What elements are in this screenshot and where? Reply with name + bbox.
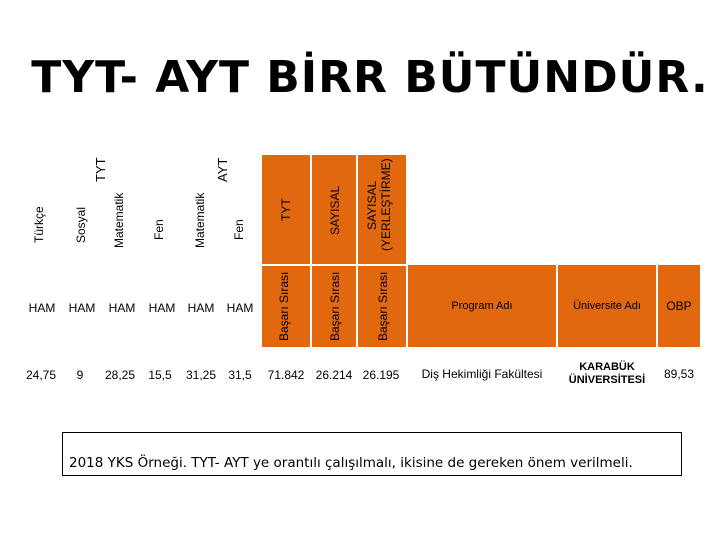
page-title: TYT- AYT BİRR BÜTÜNDÜR. <box>31 52 709 103</box>
divider <box>356 155 358 347</box>
score-sosyal: 9 <box>76 368 84 382</box>
header-obp: OBP <box>666 299 692 313</box>
subject-matematik-tyt: Matematik <box>112 192 126 248</box>
rank-label-sayisal: Başarı Sırası <box>328 271 342 341</box>
university-name: KARABÜK ÜNİVERSİTESİ <box>568 361 646 386</box>
divider <box>310 155 312 347</box>
group-label-ayt: AYT <box>215 157 230 183</box>
ham-label: HAM <box>148 301 176 315</box>
score-turkce: 24,75 <box>25 368 57 382</box>
rank-label-yerlestirme: Başarı Sırası <box>376 271 390 341</box>
ham-label: HAM <box>68 301 96 315</box>
divider <box>262 264 407 266</box>
ham-label: HAM <box>108 301 136 315</box>
rank-yerlestirme: 26.195 <box>362 368 400 382</box>
ham-label: HAM <box>187 301 215 315</box>
group-label-tyt: TYT <box>93 157 108 183</box>
header-program: Program Adı <box>451 299 513 312</box>
rank-tyt: 71.842 <box>267 368 305 382</box>
subject-fen-tyt: Fen <box>152 219 166 241</box>
subject-turkce: Türkçe <box>32 206 46 244</box>
subject-fen-ayt: Fen <box>232 219 246 241</box>
ham-label: HAM <box>226 301 254 315</box>
program-name: Diş Hekimliği Fakültesi <box>421 366 543 381</box>
obp-value: 89,53 <box>663 367 695 381</box>
score-fen-tyt: 15,5 <box>148 368 172 382</box>
score-matematik-ayt: 31,25 <box>185 368 217 382</box>
score-type-sayisal-yerlestirme: SAYISAL (YERLEŞTİRME) <box>365 158 393 252</box>
rank-label-tyt: Başarı Sırası <box>277 271 291 341</box>
subject-matematik-ayt: Matematik <box>193 192 207 248</box>
rank-sayisal: 26.214 <box>315 368 353 382</box>
score-type-tyt: TYT <box>279 198 293 222</box>
score-type-sayisal: SAYISAL <box>328 185 342 235</box>
score-fen-ayt: 31,5 <box>228 368 252 382</box>
score-matematik-tyt: 28,25 <box>104 368 136 382</box>
ham-label: HAM <box>28 301 56 315</box>
header-university: Üniversite Adı <box>573 299 641 312</box>
note-box <box>62 432 682 476</box>
note-text: 2018 YKS Örneği. TYT- AYT ye orantılı çalışılmalı, ikisine de gereken önem verilmeli. <box>69 455 633 471</box>
subject-sosyal: Sosyal <box>74 206 88 244</box>
